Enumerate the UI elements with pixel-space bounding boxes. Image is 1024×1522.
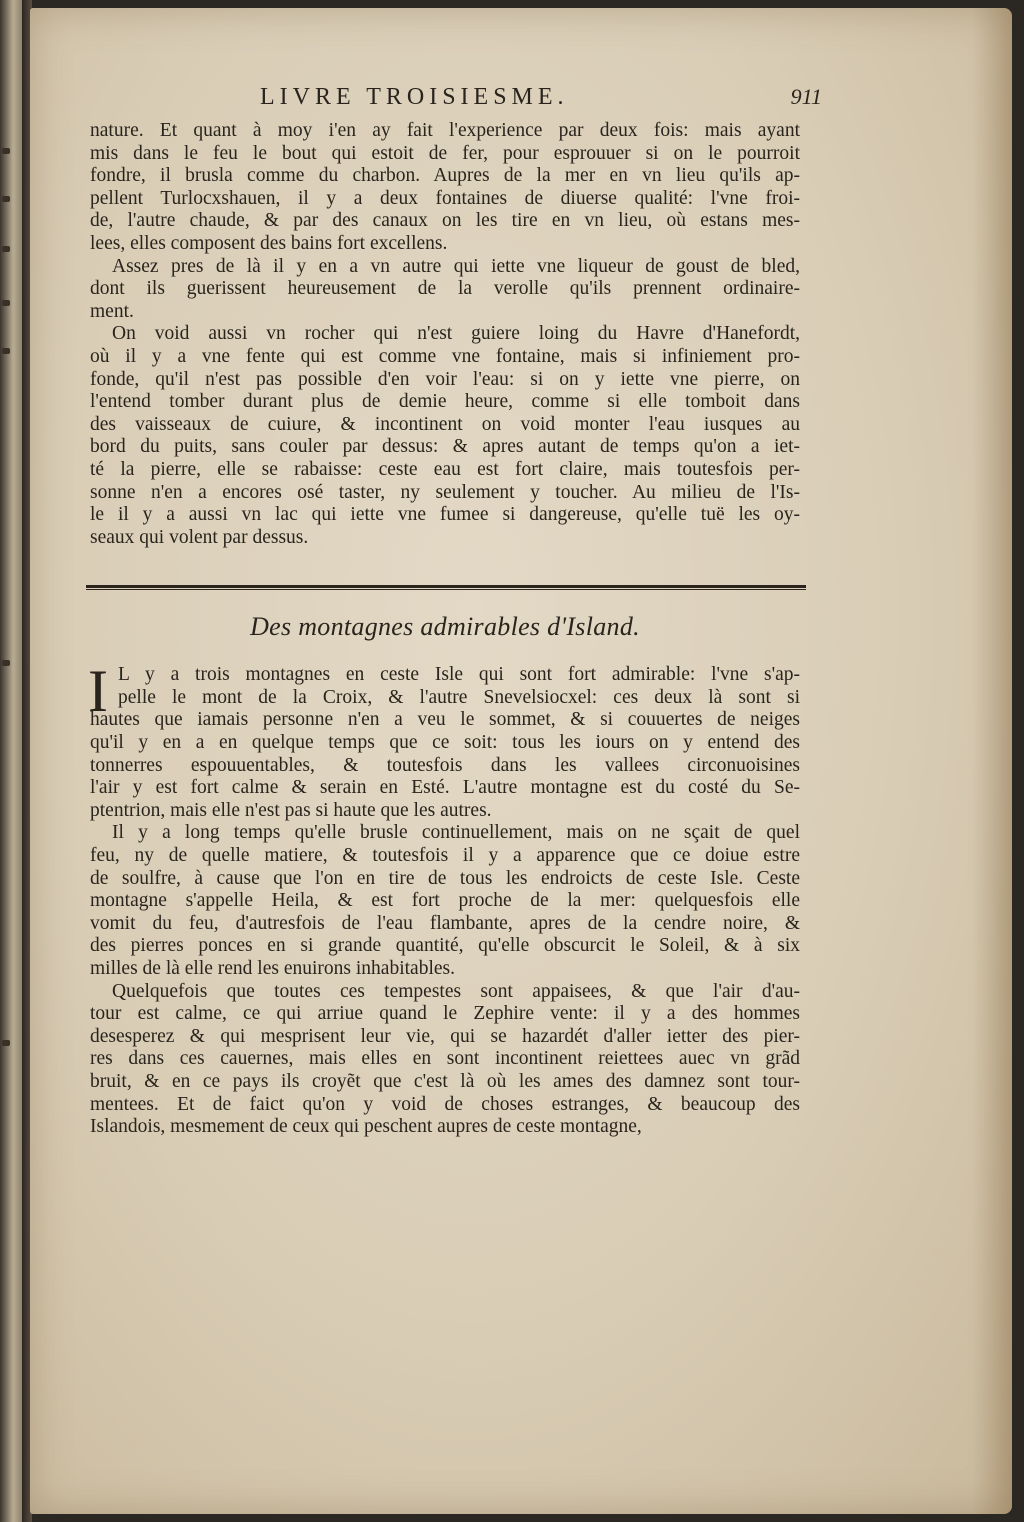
- facing-page-mark: [2, 348, 10, 354]
- text-line: Quelquefois que toutes ces tempestes sont appaisees, & que l'air d'au-: [112, 980, 800, 1002]
- previous-section-text: [90, 120, 800, 549]
- text-line: le il y a aussi vn lac qui iette vne fumee si dangereuse, qu'elle tuë les oy-: [90, 504, 800, 526]
- text-line: seaux qui volent par dessus.: [90, 526, 309, 548]
- text-line: bord du puits, sans couler par dessus: & apres autant de temps qu'on a iet-: [90, 436, 800, 458]
- facing-page-mark: [2, 300, 10, 306]
- text-line: bruit, & en ce pays ils croyẽt que c'est là où les ames des damnez sont tour-: [90, 1070, 800, 1092]
- text-line: tour est calme, ce qui arriue quand le Zephire vente: il y a des hommes: [90, 1003, 800, 1025]
- text-line: montagne s'appelle Heila, & est fort proche de la mer: quelquesfois elle: [90, 890, 800, 912]
- section-title: Des montagnes admirables d'Island.: [250, 612, 640, 642]
- facing-page-mark: [2, 246, 10, 252]
- text-line: Il y a long temps qu'elle brusle continuellement, mais on ne sçait de quel: [112, 822, 800, 844]
- text-line: Islandois, mesmement de ceux qui peschent aupres de ceste montagne,: [90, 1116, 642, 1138]
- facing-page-mark: [2, 660, 10, 666]
- facing-page-mark: [2, 148, 10, 154]
- section-divider: [86, 585, 806, 590]
- text-line: té la pierre, elle se rabaisse: ceste eau est fort claire, mais toutesfois per-: [90, 458, 800, 480]
- text-line: mis dans le feu le bout qui estoit de fer, pour esprouuer si on le pourroit: [90, 142, 800, 164]
- facing-page-mark: [2, 196, 10, 202]
- section-text: [88, 658, 800, 1138]
- text-line: res dans ces cauernes, mais elles en sont incontinent reiettees auec vn grãd: [90, 1048, 800, 1070]
- text-line: L y a trois montagnes en ceste Isle qui sont fort admirable: l'vne s'ap-: [118, 664, 800, 686]
- text-line: pelle le mont de la Croix, & l'autre Snevelsiocxel: ces deux là sont si: [118, 686, 800, 708]
- text-line: desesperez & qui mesprisent leur vie, qui se hazardét d'aller ietter des pier-: [90, 1025, 800, 1047]
- text-line: des vaisseaux de cuiure, & incontinent on void monter l'eau iusques au: [90, 413, 800, 435]
- book-page: [30, 8, 1012, 1514]
- running-title: LIVRE TROISIESME.: [260, 84, 569, 110]
- text-line: feu, ny de quelle matiere, & toutesfois il y a apparence que ce doiue estre: [90, 845, 800, 867]
- running-header: [260, 84, 822, 120]
- text-line: On void aussi vn rocher qui n'est guiere loing du Havre d'Hanefordt,: [112, 323, 800, 345]
- text-line: fonde, qu'il n'est pas possible d'en voir l'eau: si on y iette vne pierre, on: [90, 368, 800, 390]
- text-line: l'air y est fort calme & serain en Esté. L'autre montagne est du costé du Se-: [90, 777, 800, 799]
- text-line: vomit du feu, d'autresfois de l'eau flambante, apres de la cendre noire, &: [90, 912, 800, 934]
- text-line: de soulfre, à cause que l'on en tire de tous les endroicts de ceste Isle. Ceste: [90, 867, 800, 889]
- page-number: 911: [790, 84, 822, 109]
- text-line: tonnerres espouuentables, & toutesfois dans les vallees circonuoisines: [90, 754, 800, 776]
- text-line: dont ils guerissent heureusement de la verolle qu'ils prennent ordinaire-: [90, 278, 800, 300]
- text-line: qu'il y en a en quelque temps que ce soit: tous les iours on y entend des: [90, 732, 800, 754]
- text-line: où il y a vne fente qui est comme vne fontaine, mais si infiniement pro-: [90, 345, 800, 367]
- text-line: sonne n'en a encores osé taster, ny seulement y toucher. Au milieu de l'Is-: [90, 481, 800, 503]
- text-line: pellent Turlocxshauen, il y a deux fontaines de diuerse qualité: l'vne froi-: [90, 187, 800, 209]
- text-line: lees, elles composent des bains fort excellens.: [90, 232, 448, 254]
- text-line: des pierres ponces en si grande quantité, qu'elle obscurcit le Soleil, & à six: [90, 935, 800, 957]
- text-line: ment.: [90, 300, 134, 322]
- text-line: ptentrion, mais elle n'est pas si haute que les autres.: [90, 799, 492, 821]
- page-text: [88, 84, 822, 1139]
- facing-page-edge: [0, 0, 22, 1522]
- drop-cap: I: [88, 658, 108, 725]
- text-line: hautes que iamais personne n'en a veu le sommet, & si couuertes de neiges: [90, 709, 800, 731]
- text-line: fondre, il brusla comme du charbon. Aupres de la mer en vn lieu qu'ils ap-: [90, 165, 800, 187]
- text-line: milles de là elle rend les enuirons inhabitables.: [90, 958, 455, 979]
- facing-page-mark: [2, 1040, 10, 1046]
- text-line: mentees. Et de faict qu'on y void de choses estranges, & beaucoup des: [90, 1093, 800, 1115]
- text-line: de, l'autre chaude, & par des canaux on les tire en vn lieu, où estans mes-: [90, 210, 800, 232]
- text-line: l'entend tomber durant plus de demie heure, comme si elle tomboit dans: [90, 391, 800, 413]
- text-line: nature. Et quant à moy i'en ay fait l'experience par deux fois: mais ayant: [90, 120, 800, 141]
- text-line: Assez pres de là il y en a vn autre qui iette vne liqueur de goust de bled,: [112, 255, 800, 277]
